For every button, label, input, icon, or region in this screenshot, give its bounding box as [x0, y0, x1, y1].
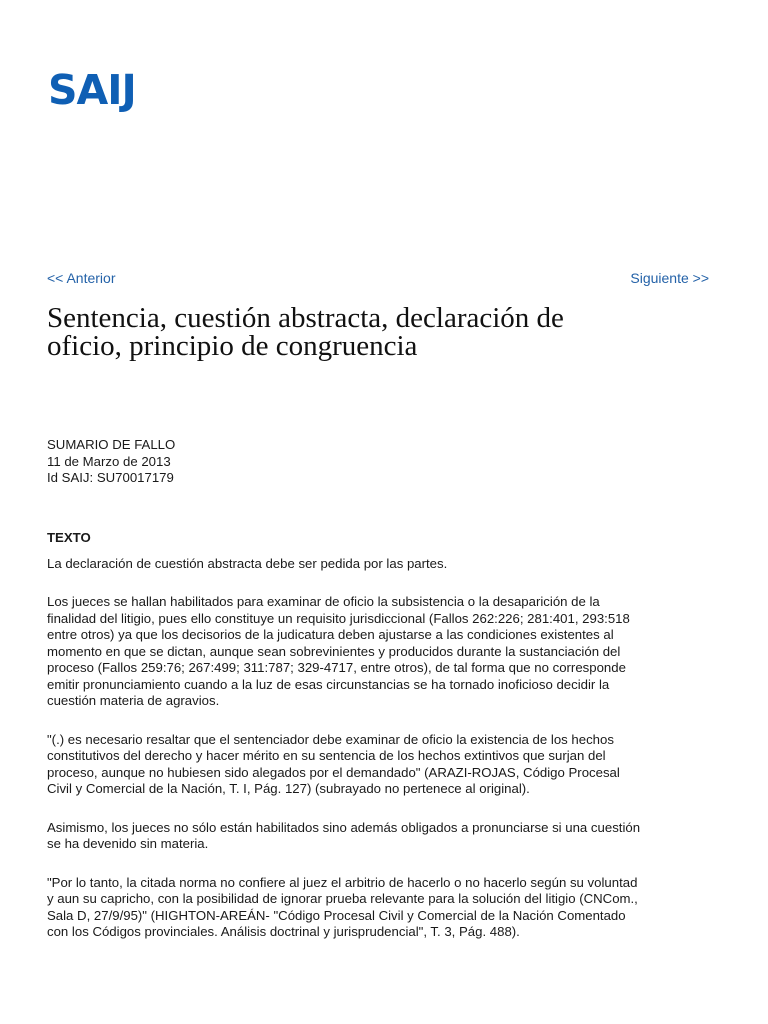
document-body [47, 530, 647, 963]
body-paragraph: "Por lo tanto, la citada norma no confiere al juez el arbitrio de hacerlo o no hacerlo según su voluntad y aun su capricho, con la posibilidad de ignorar prueba relevante para la solución del litigio (CNCom., Sala D, 27/9/95)" (HIGHTON-AREÁN- "Código Procesal Civil y Comercial de la Nación Comentado con los Códigos provinciales. Análisis doctrinal y jurisprudencial", T. 3, Pág. 488). [47, 874, 638, 939]
document-navigation [47, 270, 709, 286]
document-type: SUMARIO DE FALLO [47, 437, 176, 452]
next-link[interactable]: Siguiente >> [630, 270, 709, 286]
page-title: Sentencia, cuestión abstracta, declaración de oficio, principio de congruencia [47, 302, 564, 362]
document-metadata [47, 437, 175, 487]
body-paragraph: La declaración de cuestión abstracta debe ser pedida por las partes. [47, 555, 448, 571]
body-paragraph: Los jueces se hallan habilitados para examinar de oficio la subsistencia o la desaparición de la finalidad del litigio, pues ello constituye un requisito jurisdiccional (Fallos 262:226; 281:401, 293:518 entre otros) ya que los decisorios de la judicatura deben ajustarse a las condiciones existentes al momento en que se dictan, aunque sean sobrevinientes y producidos durante la sustanciación del proceso (Fallos 259:76; 267:499; 311:787; 329-4717, entre otros), de tal forma que no corresponde emitir pronunciamiento cuando a la luz de esas circunstancias se ha tornado inoficioso decidir la cuestión materia de agravios. [47, 594, 630, 708]
body-paragraph: "(.) es necesario resaltar que el sentenciador debe examinar de oficio la existencia de los hechos constitutivos del derecho y hacer mérito en su sentencia de los hechos extintivos que surjan del proceso, aunque no hubiesen sido alegados por el demandado" (ARAZI-ROJAS, Código Procesal Civil y Comercial de la Nación, T. I, Pág. 127) (subrayado no pertenece al original). [47, 731, 620, 796]
section-heading: TEXTO [47, 530, 91, 545]
previous-link[interactable]: << Anterior [47, 270, 116, 286]
document-id: Id SAIJ: SU70017179 [47, 470, 174, 485]
document-date: 11 de Marzo de 2013 [47, 453, 171, 469]
body-paragraph: Asimismo, los jueces no sólo están habilitados sino además obligados a pronunciarse si una cuestión se ha devenido sin materia. [47, 819, 641, 851]
saij-logo[interactable]: SAIJ [48, 66, 136, 114]
